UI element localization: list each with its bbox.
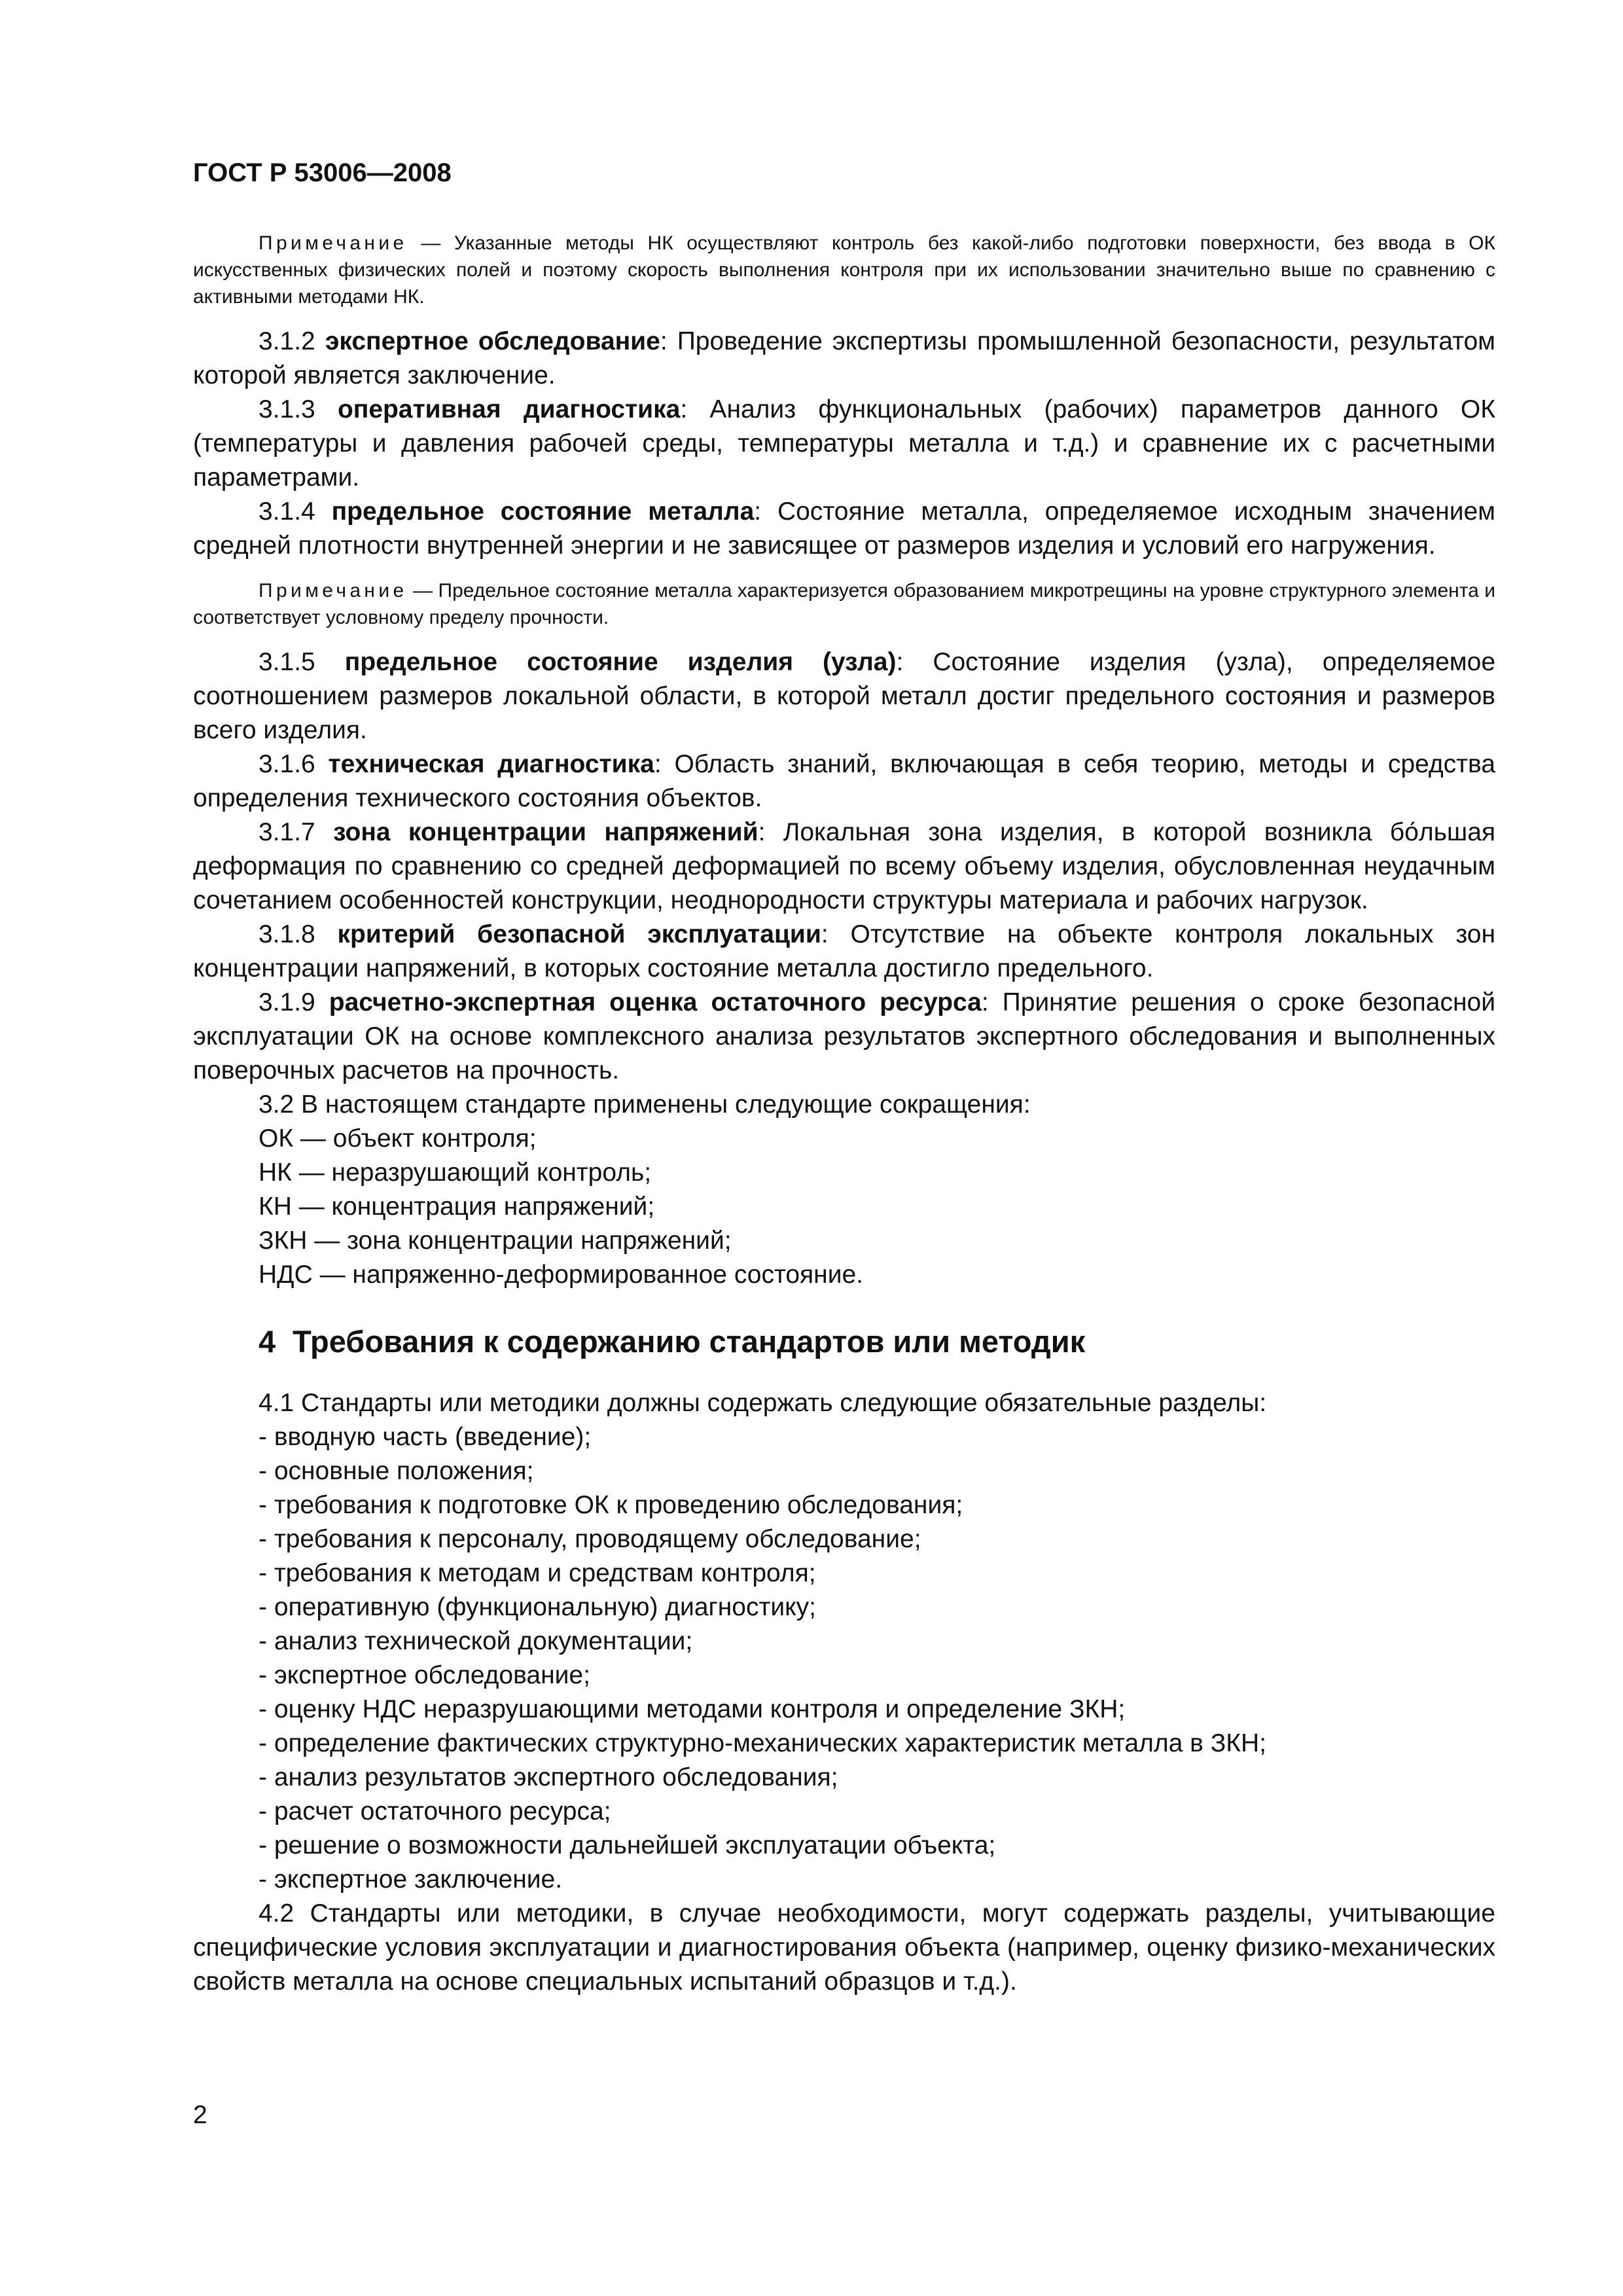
list-item: - анализ технической документации; xyxy=(259,1627,693,1655)
term-name: техническая диагностика xyxy=(328,750,654,778)
term-definition: : Проведение экспертизы промышленной безопасности, результатом которой является заключение. xyxy=(193,327,1495,389)
section-4-heading xyxy=(259,1323,1495,1360)
term-number: 3.1.2 xyxy=(259,327,315,355)
abbreviations-intro: 3.2 В настоящем стандарте применены следующие сокращения: xyxy=(259,1090,1031,1119)
list-item: - экспертное заключение. xyxy=(259,1865,563,1893)
abbreviation-zkn: ЗКН — зона концентрации напряжений; xyxy=(259,1227,732,1255)
list-item: - оперативную (функциональную) диагностику; xyxy=(259,1593,816,1621)
term-3-1-6 xyxy=(193,747,1495,816)
term-3-1-7 xyxy=(193,816,1495,918)
section-number: 4 xyxy=(259,1324,276,1359)
term-number: 3.1.3 xyxy=(259,395,315,423)
list-item: - определение фактических структурно-механических характеристик металла в ЗКН; xyxy=(259,1729,1266,1757)
list-item: - решение о возможности дальнейшей эксплуатации объекта; xyxy=(259,1831,996,1859)
paragraph-4-2: 4.2 Стандарты или методики, в случае необходимости, могут содержать разделы, учитывающие специфические условия эксплуатации и диагностирования объекта (например, оценку физико-механических свойств металла на основе специальных испытаний образцов и т.д.). xyxy=(193,1899,1495,1996)
paragraph-4-1: 4.1 Стандарты или методики должны содержать следующие обязательные разделы: xyxy=(259,1389,1267,1417)
term-number: 3.1.9 xyxy=(259,988,315,1016)
term-name: экспертное обследование xyxy=(325,327,660,355)
term-3-1-3 xyxy=(193,393,1495,495)
note-text: — Предельное состояние металла характеризуется образованием микротрещины на уровне структурного элемента и соответствует условному пределу прочности. xyxy=(193,580,1495,628)
required-sections-list xyxy=(193,1420,1495,1897)
page-number: 2 xyxy=(193,2101,207,2129)
term-name: предельное состояние изделия (узла) xyxy=(344,648,897,676)
abbreviation-ok: ОК — объект контроля; xyxy=(259,1124,537,1153)
term-3-1-2 xyxy=(193,325,1495,393)
term-definition: : Состояние изделия (узла), определяемое соотношением размеров локальной области, в которой металл достиг предельного состояния и размеров всего изделия. xyxy=(193,648,1496,744)
note-text: — Указанные методы НК осуществляют контроль без какой-либо подготовки поверхности, без ввода в ОК искусственных физических полей и поэтому скорость выполнения контроля при их использовании значительно выше по сравнению с активными методами НК. xyxy=(193,232,1495,308)
term-name: оперативная диагностика xyxy=(337,395,681,423)
term-definition: : Локальная зона изделия, в которой возникла бо́льшая деформация по сравнению со средней деформацией по всему объему изделия, обусловленная неудачным сочетанием особенностей конструкции, неоднородности структуры материала и рабочих нагрузок. xyxy=(193,818,1496,914)
term-number: 3.1.5 xyxy=(259,648,315,676)
note-label: Примечание xyxy=(259,580,408,601)
term-name: предельное состояние металла xyxy=(331,497,755,526)
note-2 xyxy=(193,577,1495,631)
term-3-1-9 xyxy=(193,986,1495,1088)
term-definition: : Область знаний, включающая в себя теорию, методы и средства определения технического состояния объектов. xyxy=(193,750,1495,812)
term-definition: : Отсутствие на объекте контроля локальных зон концентрации напряжений, в которых состояние металла достигло предельного. xyxy=(193,920,1495,982)
abbreviation-nk: НК — неразрушающий контроль; xyxy=(259,1158,652,1187)
list-item: - оценку НДС неразрушающими методами контроля и определение ЗКН; xyxy=(259,1695,1126,1723)
term-number: 3.1.6 xyxy=(259,750,315,778)
term-definition: : Принятие решения о сроке безопасной эксплуатации ОК на основе комплексного анализа результатов экспертного обследования и выполненных поверочных расчетов на прочность. xyxy=(193,988,1496,1085)
term-definition: : Состояние металла, определяемое исходным значением средней плотности внутренней энергии и не зависящее от размеров изделия и условий его нагружения. xyxy=(193,497,1495,560)
term-3-1-5 xyxy=(193,645,1495,747)
term-number: 3.1.4 xyxy=(259,497,315,526)
term-name: критерий безопасной эксплуатации xyxy=(337,920,821,948)
term-3-1-8 xyxy=(193,918,1495,986)
section-title-text: Требования к содержанию стандартов или методик xyxy=(293,1324,1086,1359)
term-3-1-4 xyxy=(193,495,1495,563)
list-item: - требования к персоналу, проводящему обследование; xyxy=(259,1525,921,1553)
abbreviation-kn: КН — концентрация напряжений; xyxy=(259,1193,655,1221)
list-item: - вводную часть (введение); xyxy=(259,1423,592,1451)
list-item: - расчет остаточного ресурса; xyxy=(259,1797,611,1825)
list-item: - требования к методам и средствам контроля; xyxy=(259,1559,816,1587)
abbreviation-nds: НДС — напряженно-деформированное состояние. xyxy=(259,1261,864,1289)
note-label: Примечание xyxy=(259,232,408,254)
list-item: - экспертное обследование; xyxy=(259,1661,590,1689)
list-item: - основные положения; xyxy=(259,1457,534,1485)
term-number: 3.1.7 xyxy=(259,818,315,846)
document-page xyxy=(193,157,1495,1999)
list-item: - анализ результатов экспертного обследования; xyxy=(259,1763,838,1791)
term-name: расчетно-экспертная оценка остаточного ресурса xyxy=(329,988,982,1016)
document-header: ГОСТ Р 53006—2008 xyxy=(193,158,452,187)
list-item: - требования к подготовке ОК к проведению обследования; xyxy=(259,1491,963,1519)
term-name: зона концентрации напряжений xyxy=(333,818,758,846)
term-definition: : Анализ функциональных (рабочих) параметров данного ОК (температуры и давления рабочей среды, температуры металла и т.д.) и сравнение их с расчетными параметрами. xyxy=(193,395,1495,492)
note-1 xyxy=(193,230,1495,310)
term-number: 3.1.8 xyxy=(259,920,315,948)
